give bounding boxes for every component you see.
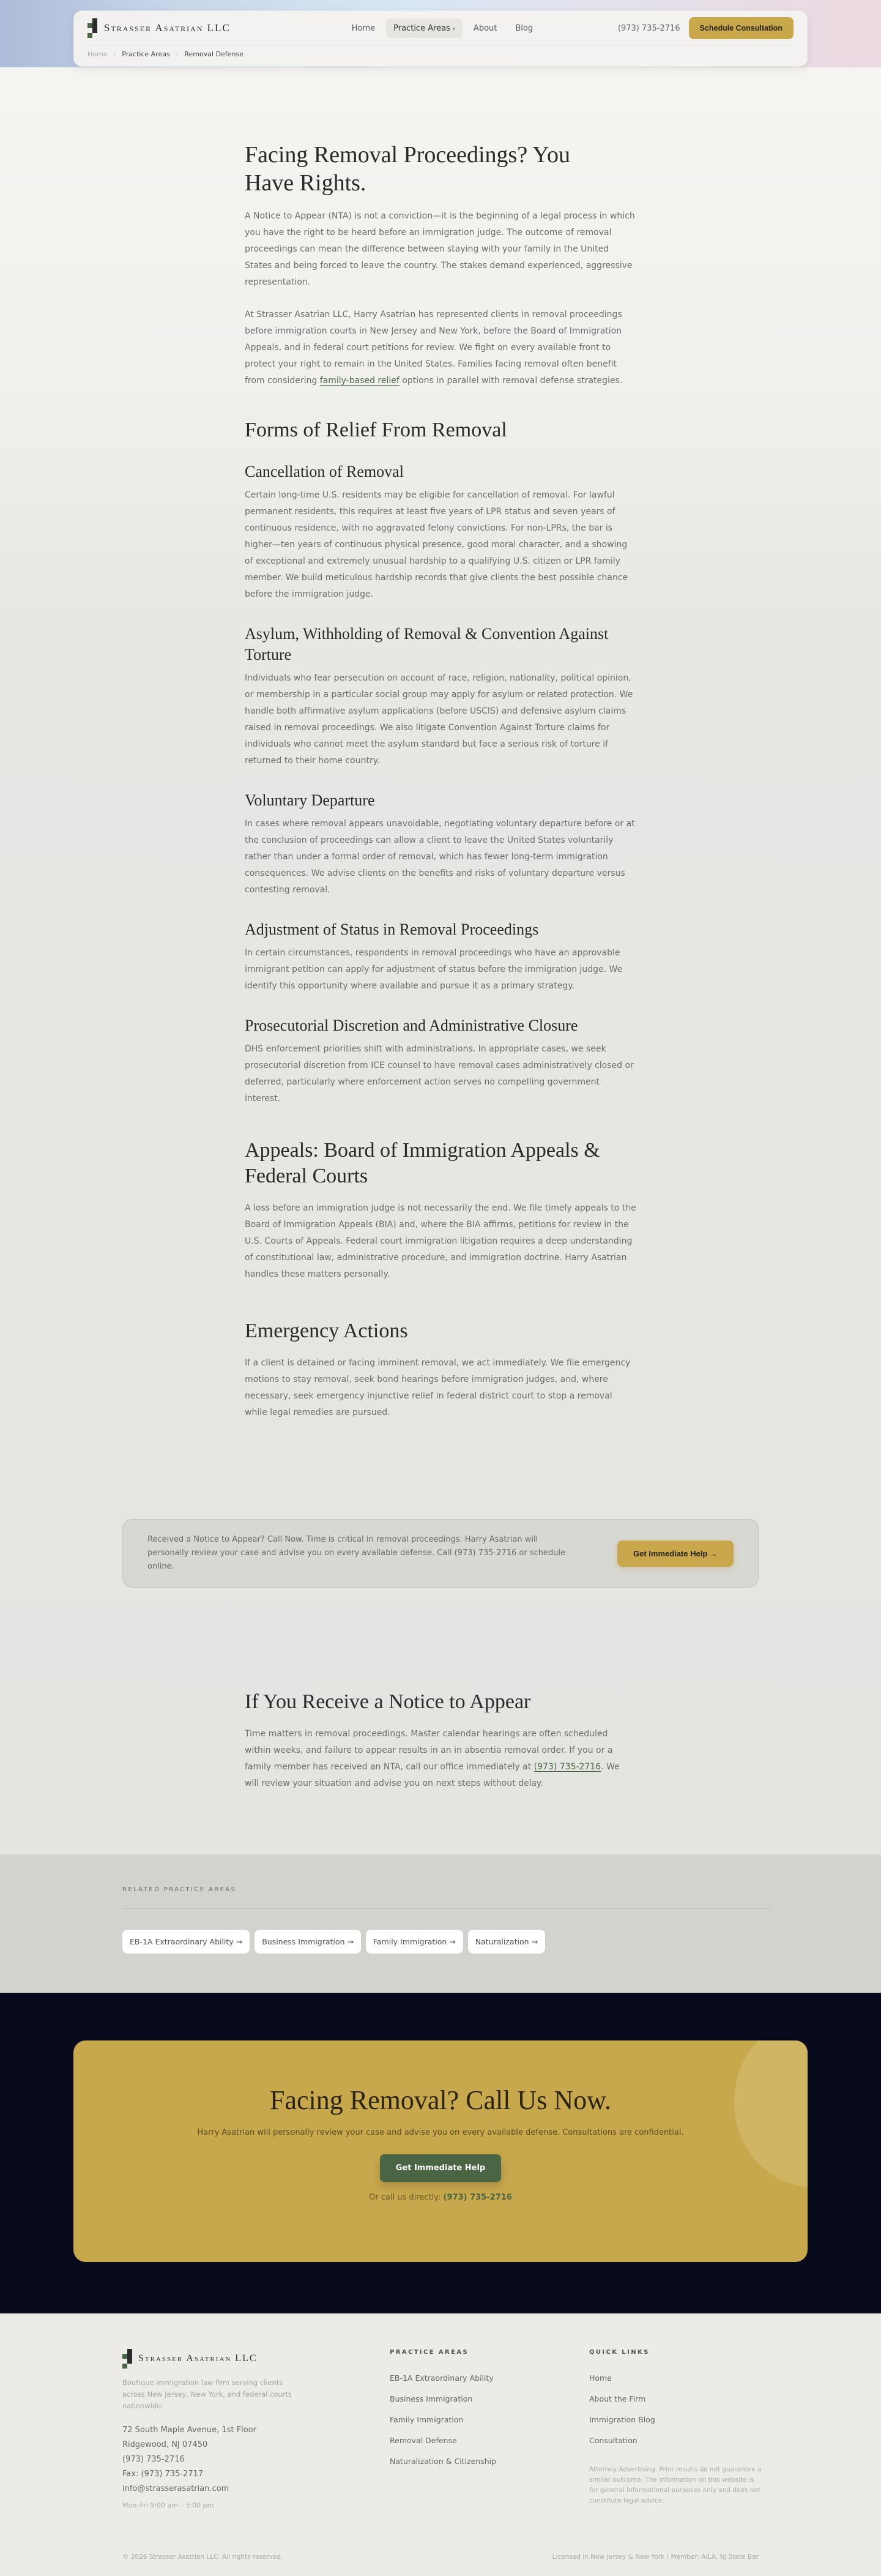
nav-home[interactable]: Home bbox=[351, 23, 376, 33]
big-cta-call bbox=[73, 2193, 808, 2202]
relief-body-asylum: Individuals who fear persecution on account of race, religion, nationality, political opinion, or membership in a particular social group may apply for asylum or related protection. We handle both affirmative asylum applications (before USCIS) and defensive asylum claims raised in removal proceedings. We also litigate Convention Against Torture claims for individuals who cannot meet the asylum standard but face a serious risk of torture if returned to their home country. bbox=[245, 673, 633, 766]
nta-text: . We will review your situation and advise you on next steps without delay. bbox=[245, 1762, 620, 1788]
footer-hours: Mon–Fri 9:00 am – 5:00 pm bbox=[122, 2501, 214, 2509]
article bbox=[245, 141, 636, 1421]
logo-link[interactable] bbox=[87, 18, 231, 38]
relief-title-cancellation: Cancellation of Removal bbox=[245, 463, 404, 480]
nta-heading: If You Receive a Notice to Appear bbox=[245, 1690, 531, 1713]
footer-email-link[interactable]: info@strasserasatrian.com bbox=[122, 2484, 229, 2493]
footer-copyright: © 2026 Strasser Asatrian LLC. All rights reserved. bbox=[122, 2553, 283, 2561]
get-immediate-help-button[interactable]: Get Immediate Help → bbox=[617, 1540, 734, 1567]
breadcrumb bbox=[87, 50, 243, 58]
big-cta-phone-link[interactable]: (973) 735-2716 bbox=[443, 2193, 512, 2202]
footer-quick-title: QUICK LINKS bbox=[589, 2349, 650, 2356]
footer-practice-title: PRACTICE AREAS bbox=[390, 2349, 469, 2356]
family-based-relief-link[interactable]: family-based relief bbox=[319, 376, 400, 386]
nav-about[interactable]: About bbox=[473, 23, 497, 33]
footer-practice-areas bbox=[390, 2349, 496, 2472]
footer-logo-text: Strasser Asatrian LLC bbox=[138, 2353, 258, 2364]
breadcrumb-separator: / bbox=[176, 50, 179, 58]
footer-disclaimer: Attorney Advertising. Prior results do not guarantee a similar outcome. The information on this website is for general informational purposes only and does not constitute legal advice. bbox=[589, 2466, 762, 2504]
emergency-body: If a client is detained or facing imminent removal, we act immediately. We file emergency motions to stay removal, seek bond hearings before immigration judges, and, where necessary, seek emergency injunctive relief in federal district court to stop a removal while legal remedies are pursued. bbox=[245, 1358, 631, 1417]
cta-banner-text: Received a Notice to Appear? Call Now. Time is critical in removal proceedings. Harry Asatrian will personally review your case and advise you on every available defense. Call (973) 735-2716 or schedule online. bbox=[147, 1535, 566, 1571]
footer-phone-link[interactable]: (973) 735-2716 bbox=[122, 2455, 185, 2464]
appeals-heading: Appeals: Board of Immigration Appeals & Federal Courts bbox=[245, 1139, 600, 1187]
relief-body-adjustment: In certain circumstances, respondents in removal proceedings who have an approvable immigrant petition can apply for adjustment of status before the immigration judge. We identify this opportunity where available and pursue it as a primary strategy. bbox=[245, 948, 623, 991]
footer-link-family[interactable]: Family Immigration bbox=[390, 2415, 464, 2424]
big-cta-title: Facing Removal? Call Us Now. bbox=[269, 2085, 612, 2115]
nta-body bbox=[245, 1726, 636, 1792]
relief-title-voluntary-departure: Voluntary Departure bbox=[245, 791, 375, 809]
intro-paragraph-2 bbox=[245, 307, 636, 389]
logo-mark-icon bbox=[122, 2349, 132, 2369]
footer-link-eb1a[interactable]: EB-1A Extraordinary Ability bbox=[390, 2373, 494, 2383]
chevron-down-icon: ▾ bbox=[452, 26, 455, 32]
footer-address-line-1: 72 South Maple Avenue, 1st Floor bbox=[122, 2425, 256, 2435]
footer-link-business[interactable]: Business Immigration bbox=[390, 2394, 473, 2403]
nav-blog[interactable]: Blog bbox=[515, 23, 533, 33]
footer-logo-link[interactable] bbox=[122, 2349, 294, 2369]
logo-mark-icon bbox=[87, 18, 97, 38]
footer-fax: Fax: (973) 735-2717 bbox=[122, 2470, 204, 2479]
logo-text: Strasser Asatrian LLC bbox=[104, 22, 231, 34]
site-header bbox=[73, 10, 808, 67]
main-nav bbox=[344, 19, 540, 38]
footer-contact bbox=[122, 2423, 294, 2496]
relief-title-adjustment: Adjustment of Status in Removal Proceedings bbox=[245, 920, 539, 938]
relief-title-prosecutorial: Prosecutorial Discretion and Administrative Closure bbox=[245, 1017, 578, 1034]
breadcrumb-home[interactable]: Home bbox=[87, 50, 108, 58]
relief-body-voluntary-departure: In cases where removal appears unavoidable, negotiating voluntary departure before or at the conclusion of proceedings can allow a client to leave the United States voluntarily rather than under a formal order of removal, which has fewer long-term immigration consequences. We advise clients on the benefits and risks of voluntary departure versus contesting removal. bbox=[245, 819, 635, 895]
footer-link-consultation[interactable]: Consultation bbox=[589, 2436, 638, 2445]
schedule-consultation-button[interactable]: Schedule Consultation bbox=[689, 17, 794, 39]
related-divider bbox=[122, 1908, 771, 1909]
related-label: RELATED PRACTICE AREAS bbox=[122, 1886, 237, 1893]
breadcrumb-practice-areas[interactable]: Practice Areas bbox=[122, 50, 170, 58]
related-chip-business[interactable]: Business Immigration → bbox=[255, 1930, 361, 1954]
related-practice-areas bbox=[0, 1854, 881, 1993]
breadcrumb-separator: / bbox=[113, 50, 116, 58]
footer-link-naturalization[interactable]: Naturalization & Citizenship bbox=[390, 2457, 497, 2466]
related-chip-family[interactable]: Family Immigration → bbox=[366, 1930, 463, 1954]
big-cta bbox=[73, 2040, 808, 2262]
relief-heading: Forms of Relief From Removal bbox=[245, 419, 507, 441]
page-title: Facing Removal Proceedings? You Have Rights. bbox=[245, 142, 570, 196]
footer-address-line-2: Ridgewood, NJ 07450 bbox=[122, 2440, 208, 2449]
footer-licensing: Licensed in New Jersey & New York | Member: AILA, NJ State Bar bbox=[552, 2553, 759, 2561]
related-chip-naturalization[interactable]: Naturalization → bbox=[468, 1930, 545, 1954]
nta-text: Time matters in removal proceedings. Master calendar hearings are often scheduled within weeks, and failure to appear results in an in absentia removal order. If you or a family member has received an NTA, call our office immediately at bbox=[245, 1729, 613, 1772]
nta-phone-link[interactable]: (973) 735-2716 bbox=[533, 1762, 601, 1772]
breadcrumb-current: Removal Defense bbox=[184, 50, 243, 58]
emergency-heading: Emergency Actions bbox=[245, 1320, 408, 1342]
nta-section bbox=[245, 1689, 636, 1792]
header-phone-link[interactable]: (973) 735-2716 bbox=[617, 23, 680, 33]
call-prefix: Or call us directly: bbox=[369, 2193, 444, 2202]
footer-quick-links bbox=[589, 2349, 764, 2506]
nav-practice-areas-label: Practice Areas bbox=[393, 23, 450, 33]
footer-link-blog[interactable]: Immigration Blog bbox=[589, 2415, 655, 2424]
footer-link-about[interactable]: About the Firm bbox=[589, 2394, 646, 2403]
intro-text: At Strasser Asatrian LLC, Harry Asatrian has represented clients in removal proceedings before immigration courts in New Jersey and New York, before the Board of Immigration Appeals, and in federal court petitions for review. We fight on every available front to protect your right to remain in the United States. Families facing removal often benefit from considering bbox=[245, 310, 622, 386]
site-footer bbox=[0, 2313, 881, 2576]
relief-title-asylum: Asylum, Withholding of Removal & Convention Against Torture bbox=[245, 625, 609, 663]
intro-text: options in parallel with removal defense strategies. bbox=[399, 376, 623, 386]
footer-link-home[interactable]: Home bbox=[589, 2373, 612, 2383]
nav-practice-areas[interactable] bbox=[386, 19, 463, 38]
footer-link-removal[interactable]: Removal Defense bbox=[390, 2436, 457, 2445]
footer-description: Boutique immigration law firm serving clients across New Jersey, New York, and federal courts nationwide. bbox=[122, 2378, 292, 2410]
cta-banner bbox=[122, 1519, 759, 1588]
related-chip-eb1a[interactable]: EB-1A Extraordinary Ability → bbox=[122, 1930, 250, 1954]
big-cta-subtitle: Harry Asatrian will personally review your case and advise you on every available defense. Consultations are confidential. bbox=[197, 2128, 684, 2137]
relief-body-cancellation: Certain long-time U.S. residents may be eligible for cancellation of removal. For lawful permanent residents, this requires at least five years of LPR status and seven years of continuous residence, with no aggravated felony convictions. For non-LPRs, the bar is higher—ten years of continuous physical presence, good moral character, and a showing of exceptional and extremely unusual hardship to a qualifying U.S. citizen or LPR family member. We build meticulous hardship records that give clients the best possible chance before the immigration judge. bbox=[245, 490, 628, 599]
big-cta-help-button[interactable]: Get Immediate Help bbox=[380, 2154, 502, 2182]
relief-body-prosecutorial: DHS enforcement priorities shift with administrations. In appropriate cases, we seek prosecutorial discretion from ICE counsel to have removal cases administratively closed or deferred, particularly where enforcement action serves no compelling government interest. bbox=[245, 1044, 634, 1103]
intro-paragraph-1: A Notice to Appear (NTA) is not a conviction—it is the beginning of a legal process in which you have the right to be heard before an immigration judge. The outcome of removal proceedings can mean the difference between staying with your family in the United States and being forced to leave the country. The stakes demand experienced, aggressive representation. bbox=[245, 211, 635, 287]
appeals-body: A loss before an immigration judge is not necessarily the end. We file timely appeals to the Board of Immigration Appeals (BIA) and, where the BIA affirms, petitions for review in the U.S. Courts of Appeals. Federal court immigration litigation requires a deep understanding of constitutional law, administrative procedure, and immigration doctrine. Harry Asatrian handles these matters personally. bbox=[245, 1203, 636, 1279]
